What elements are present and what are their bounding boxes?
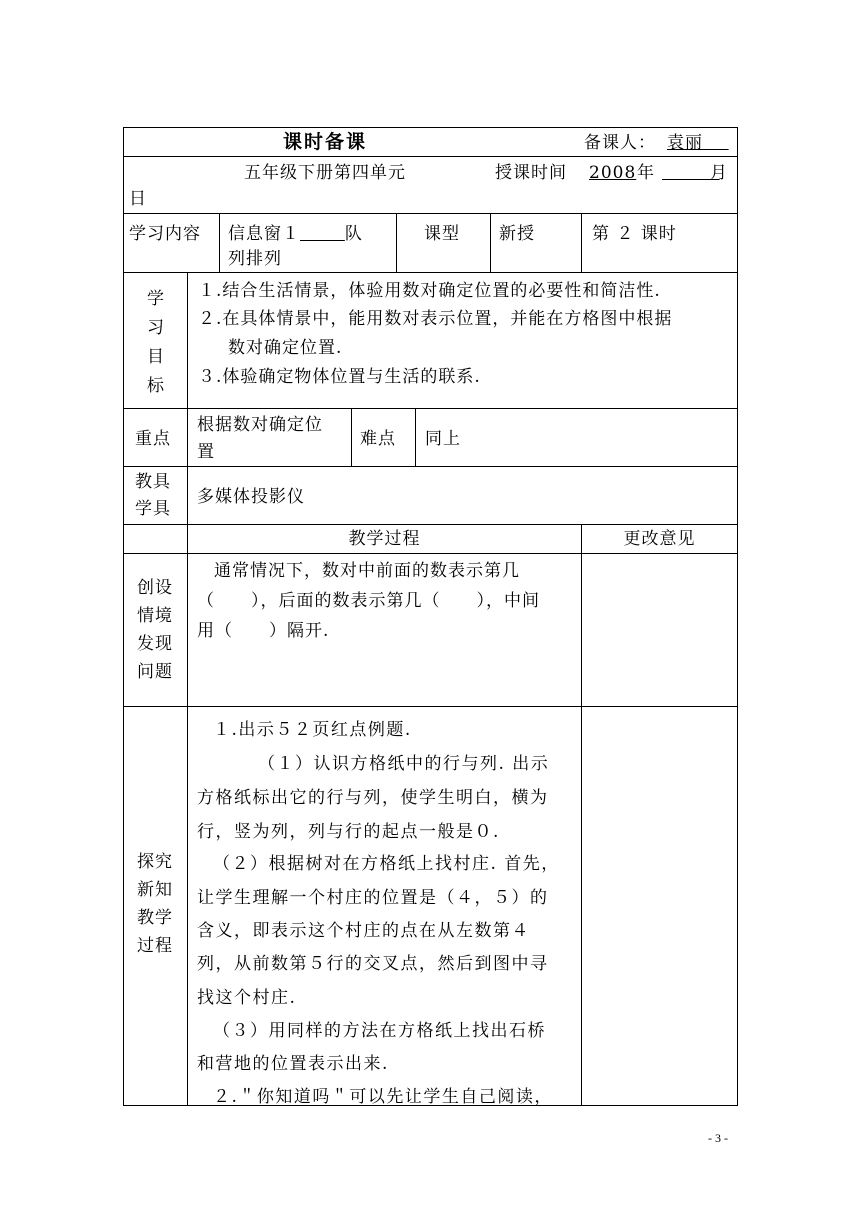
preparer-label: 备课人： bbox=[584, 133, 656, 153]
cell-divider bbox=[415, 408, 416, 467]
tools-value: 多媒体投影仪 bbox=[197, 487, 305, 507]
table-border-right bbox=[737, 127, 738, 1106]
tools-label-2: 学具 bbox=[135, 499, 171, 519]
key-point-label: 重点 bbox=[135, 429, 171, 449]
row-divider bbox=[123, 272, 738, 273]
content-value-line2: 列排列 bbox=[228, 249, 282, 269]
objectives-label-3: 目 bbox=[147, 347, 165, 367]
year-value: 2008 bbox=[589, 163, 637, 183]
time-label: 授课时间 bbox=[495, 163, 567, 183]
cell-divider bbox=[581, 213, 582, 273]
objectives-label-2: 习 bbox=[147, 318, 165, 338]
explore-label-4: 过程 bbox=[137, 936, 173, 956]
situation-label-1: 创设 bbox=[137, 578, 173, 598]
explore-line-9: 找这个村庄. bbox=[197, 988, 297, 1008]
tools-label-1: 教具 bbox=[135, 472, 171, 492]
explore-line-11: 和营地的位置表示出来. bbox=[197, 1054, 389, 1074]
row-divider bbox=[123, 466, 738, 467]
row-divider bbox=[123, 524, 738, 525]
cell-divider bbox=[490, 213, 491, 273]
content-label: 学习内容 bbox=[129, 224, 201, 244]
month-unit: 月 bbox=[710, 163, 728, 183]
content-value-line1: 信息窗１ 队 bbox=[228, 224, 363, 244]
page-title: 课时备课 bbox=[283, 131, 368, 153]
situation-label-2: 情境 bbox=[137, 606, 173, 626]
row-divider bbox=[123, 706, 738, 707]
remarks-header: 更改意见 bbox=[623, 529, 696, 549]
cell-divider bbox=[396, 213, 397, 273]
explore-line-4: 行，竖为列，列与行的起点一般是０. bbox=[197, 822, 500, 842]
label-column-divider bbox=[187, 272, 188, 1106]
explore-label-1: 探究 bbox=[137, 852, 173, 872]
difficulty-value: 同上 bbox=[425, 429, 461, 449]
objective-3: ３.体验确定物体位置与生活的联系. bbox=[198, 367, 481, 387]
explore-label-2: 新知 bbox=[137, 880, 173, 900]
row-divider bbox=[123, 156, 738, 157]
explore-line-7: 含义，即表示这个村庄的点在从左数第４ bbox=[197, 921, 530, 941]
objective-1: １.结合生活情景，体验用数对确定位置的必要性和简洁性. bbox=[198, 281, 661, 301]
row-divider bbox=[123, 553, 738, 554]
explore-line-10: （３）用同样的方法在方格纸上找出石桥 bbox=[213, 1021, 546, 1041]
table-border-left bbox=[123, 127, 124, 1106]
process-header: 教学过程 bbox=[348, 529, 421, 549]
cell-divider bbox=[351, 408, 352, 467]
explore-line-12: ２.＂你知道吗＂可以先让学生自己阅读， bbox=[213, 1087, 553, 1107]
year-unit: 年 bbox=[637, 163, 655, 183]
objective-2: ２.在具体情景中，能用数对表示位置，并能在方格图中根据 bbox=[198, 309, 673, 329]
explore-line-8: 列，从前数第５行的交叉点，然后到图中寻 bbox=[197, 954, 549, 974]
row-divider bbox=[123, 213, 738, 214]
preparer-name: 袁丽 bbox=[667, 133, 703, 153]
key-point-line2: 置 bbox=[197, 442, 215, 462]
situation-label-3: 发现 bbox=[137, 634, 173, 654]
unit-title: 五年级下册第四单元 bbox=[244, 163, 406, 183]
explore-line-6: 让学生理解一个村庄的位置是（４，５）的 bbox=[197, 888, 549, 908]
explore-line-1: １.出示５２页红点例题. bbox=[213, 720, 412, 740]
period-number: 第 ２ 课时 bbox=[592, 224, 677, 244]
cell-divider bbox=[219, 213, 220, 273]
situation-label-4: 问题 bbox=[137, 662, 173, 682]
situation-line-2: （ ），后面的数表示第几（ ），中间 bbox=[197, 591, 540, 611]
explore-line-5: （２）根据树对在方格纸上找村庄. 首先， bbox=[213, 854, 560, 874]
explore-line-2: （１）认识方格纸中的行与列. 出示 bbox=[258, 754, 550, 774]
lesson-type-label: 课型 bbox=[424, 224, 460, 244]
objectives-label-1: 学 bbox=[147, 289, 165, 309]
day-unit: 日 bbox=[129, 189, 147, 209]
key-point-line1: 根据数对确定位 bbox=[197, 415, 323, 435]
situation-line-1: 通常情况下，数对中前面的数表示第几 bbox=[214, 561, 520, 581]
objectives-label-4: 标 bbox=[147, 376, 165, 396]
objective-2-cont: 数对确定位置. bbox=[228, 338, 343, 358]
explore-label-3: 教学 bbox=[137, 908, 173, 928]
difficulty-label: 难点 bbox=[360, 429, 396, 449]
row-divider bbox=[123, 408, 738, 409]
remarks-column-divider bbox=[581, 524, 582, 1106]
page-number: - 3 - bbox=[708, 1131, 728, 1145]
table-border-top bbox=[123, 127, 738, 128]
explore-line-3: 方格纸标出它的行与列，使学生明白，横为 bbox=[197, 788, 549, 808]
lesson-type-value: 新授 bbox=[499, 224, 535, 244]
situation-line-3: 用（ ）隔开. bbox=[197, 621, 330, 641]
